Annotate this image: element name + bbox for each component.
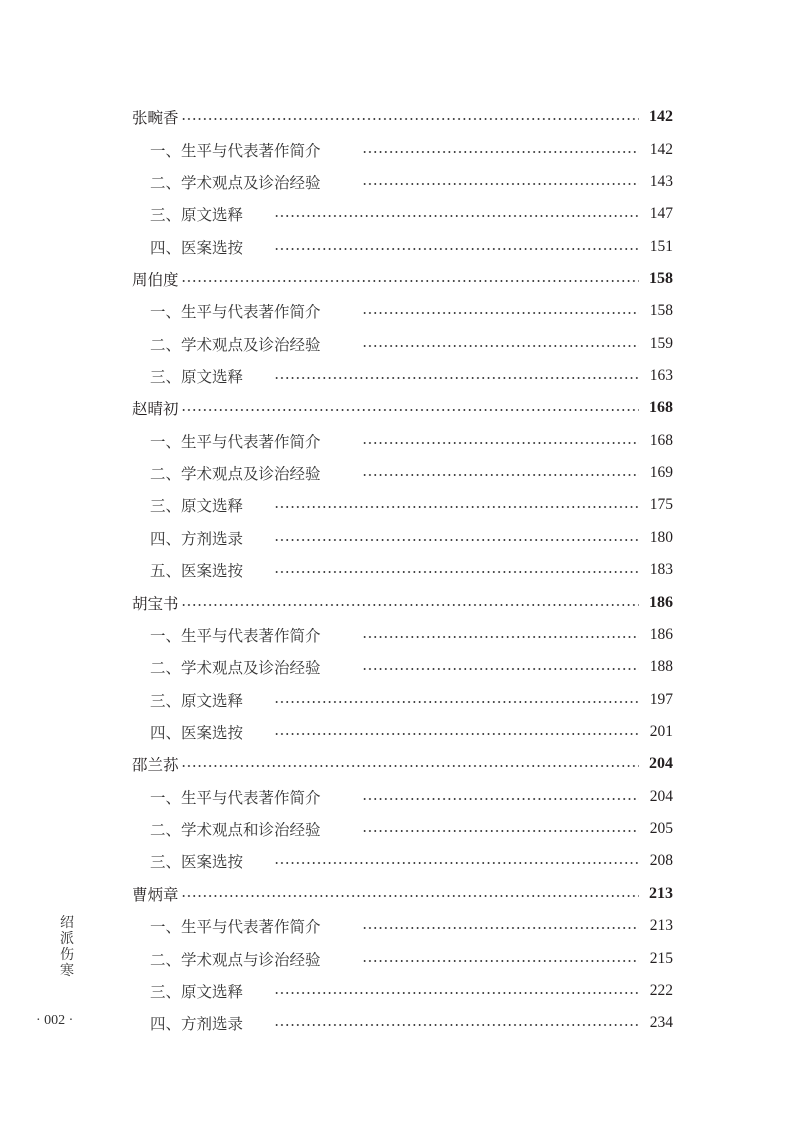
toc-entry-page: 197 xyxy=(649,690,673,708)
toc-chapter-entry[interactable] xyxy=(132,392,673,424)
leader-dots xyxy=(362,440,639,446)
toc-section-entry[interactable] xyxy=(132,619,673,651)
toc-section-entry[interactable] xyxy=(132,845,673,877)
leader-dots xyxy=(274,375,639,381)
toc-entry-page: 147 xyxy=(649,205,673,223)
toc-section-entry[interactable] xyxy=(132,522,673,554)
toc-entry-page: 163 xyxy=(649,367,673,385)
leader-dots xyxy=(274,537,639,543)
leader-dots xyxy=(362,310,639,316)
leader-dots xyxy=(181,407,639,413)
toc-entry-title: 一、生平与代表著作简介 xyxy=(150,918,321,937)
toc-entry-title: 张畹香 xyxy=(132,109,179,128)
leader-dots xyxy=(274,699,639,705)
leader-dots xyxy=(274,990,639,996)
leader-dots xyxy=(362,472,639,478)
toc-entry-page: 215 xyxy=(649,949,673,967)
toc-entry-title: 二、学术观点及诊治经验 xyxy=(150,465,321,484)
toc-chapter-entry[interactable] xyxy=(132,878,673,910)
leader-dots xyxy=(181,763,639,769)
toc-section-entry[interactable] xyxy=(132,425,673,457)
leader-dots xyxy=(274,731,639,737)
leader-dots xyxy=(274,213,639,219)
toc-entry-title: 一、生平与代表著作简介 xyxy=(150,303,321,322)
toc-section-entry[interactable] xyxy=(132,813,673,845)
toc-entry-page: 168 xyxy=(649,431,673,449)
table-of-contents xyxy=(132,101,673,1039)
leader-dots xyxy=(362,925,639,931)
leader-dots xyxy=(274,504,639,510)
toc-entry-page: 213 xyxy=(649,917,673,935)
leader-dots xyxy=(181,116,639,122)
toc-entry-title: 四、方剂选录 xyxy=(150,1015,244,1034)
toc-section-entry[interactable] xyxy=(132,781,673,813)
leader-dots xyxy=(362,149,639,155)
toc-entry-page: 158 xyxy=(649,302,673,320)
toc-entry-page: 168 xyxy=(649,399,673,417)
toc-entry-page: 180 xyxy=(649,528,673,546)
toc-chapter-entry[interactable] xyxy=(132,101,673,133)
toc-chapter-entry[interactable] xyxy=(132,263,673,295)
toc-section-entry[interactable] xyxy=(132,489,673,521)
toc-section-entry[interactable] xyxy=(132,651,673,683)
toc-entry-title: 一、生平与代表著作简介 xyxy=(150,626,321,645)
toc-entry-page: 205 xyxy=(649,820,673,838)
toc-section-entry[interactable] xyxy=(132,975,673,1007)
toc-entry-page: 183 xyxy=(649,561,673,579)
toc-entry-title: 二、学术观点与诊治经验 xyxy=(150,950,321,969)
toc-entry-page: 158 xyxy=(649,269,673,287)
toc-section-entry[interactable] xyxy=(132,910,673,942)
leader-dots xyxy=(181,893,639,899)
toc-section-entry[interactable] xyxy=(132,295,673,327)
toc-section-entry[interactable] xyxy=(132,942,673,974)
leader-dots xyxy=(274,1022,639,1028)
toc-entry-title: 一、生平与代表著作简介 xyxy=(150,788,321,807)
toc-entry-title: 二、学术观点及诊治经验 xyxy=(150,659,321,678)
toc-entry-page: 204 xyxy=(649,755,673,773)
toc-entry-page: 186 xyxy=(649,625,673,643)
toc-entry-page: 142 xyxy=(649,140,673,158)
toc-entry-page: 169 xyxy=(649,464,673,482)
toc-entry-title: 三、原文选释 xyxy=(150,368,244,387)
leader-dots xyxy=(362,343,639,349)
toc-entry-title: 三、原文选释 xyxy=(150,691,244,710)
toc-entry-title: 二、学术观点及诊治经验 xyxy=(150,335,321,354)
leader-dots xyxy=(274,860,639,866)
toc-section-entry[interactable] xyxy=(132,716,673,748)
toc-chapter-entry[interactable] xyxy=(132,748,673,780)
toc-section-entry[interactable] xyxy=(132,198,673,230)
toc-entry-page: 208 xyxy=(649,852,673,870)
toc-section-entry[interactable] xyxy=(132,166,673,198)
toc-entry-title: 三、原文选释 xyxy=(150,206,244,225)
toc-entry-title: 二、学术观点及诊治经验 xyxy=(150,173,321,192)
toc-section-entry[interactable] xyxy=(132,554,673,586)
toc-entry-title: 五、医案选按 xyxy=(150,562,244,581)
leader-dots xyxy=(362,828,639,834)
toc-entry-title: 四、医案选按 xyxy=(150,724,244,742)
toc-section-entry[interactable] xyxy=(132,133,673,165)
toc-section-entry[interactable] xyxy=(132,360,673,392)
toc-section-entry[interactable] xyxy=(132,1007,673,1039)
toc-entry-title: 一、生平与代表著作简介 xyxy=(150,432,321,451)
toc-entry-title: 一、生平与代表著作简介 xyxy=(150,141,321,160)
toc-section-entry[interactable] xyxy=(132,230,673,262)
toc-entry-title: 赵晴初 xyxy=(132,400,179,419)
toc-entry-title: 三、原文选释 xyxy=(150,497,244,516)
toc-entry-page: 142 xyxy=(649,108,673,126)
toc-entry-page: 175 xyxy=(649,496,673,514)
toc-chapter-entry[interactable] xyxy=(132,586,673,618)
toc-section-entry[interactable] xyxy=(132,328,673,360)
toc-entry-title: 三、原文选释 xyxy=(150,982,244,1001)
leader-dots xyxy=(362,181,639,187)
toc-entry-page: 186 xyxy=(649,593,673,611)
leader-dots xyxy=(274,569,639,575)
toc-section-entry[interactable] xyxy=(132,457,673,489)
toc-entry-page: 201 xyxy=(649,723,673,740)
leader-dots xyxy=(274,246,639,252)
leader-dots xyxy=(181,278,639,284)
leader-dots xyxy=(362,634,639,640)
toc-section-entry[interactable] xyxy=(132,683,673,715)
toc-entry-page: 188 xyxy=(649,658,673,676)
toc-entry-title: 二、学术观点和诊治经验 xyxy=(150,821,321,840)
toc-entry-page: 213 xyxy=(649,884,673,902)
toc-entry-page: 234 xyxy=(649,1014,673,1032)
leader-dots xyxy=(362,958,639,964)
running-book-title: 绍派伤寒 xyxy=(60,915,74,979)
toc-entry-title: 周伯度 xyxy=(132,270,179,289)
leader-dots xyxy=(181,602,639,608)
toc-entry-title: 胡宝书 xyxy=(132,594,179,613)
leader-dots xyxy=(362,666,639,672)
toc-entry-title: 四、医案选按 xyxy=(150,238,244,257)
page-number: · 002 · xyxy=(36,1013,74,1028)
toc-entry-title: 邵兰荪 xyxy=(132,756,179,775)
toc-entry-title: 曹炳章 xyxy=(132,885,179,904)
toc-entry-page: 159 xyxy=(649,334,673,352)
toc-entry-page: 222 xyxy=(649,981,673,999)
toc-entry-page: 204 xyxy=(649,787,673,805)
toc-entry-page: 143 xyxy=(649,172,673,190)
leader-dots xyxy=(362,796,639,802)
toc-entry-page: 151 xyxy=(649,237,673,255)
toc-entry-title: 四、方剂选录 xyxy=(150,529,244,548)
toc-entry-title: 三、医案选按 xyxy=(150,853,244,872)
